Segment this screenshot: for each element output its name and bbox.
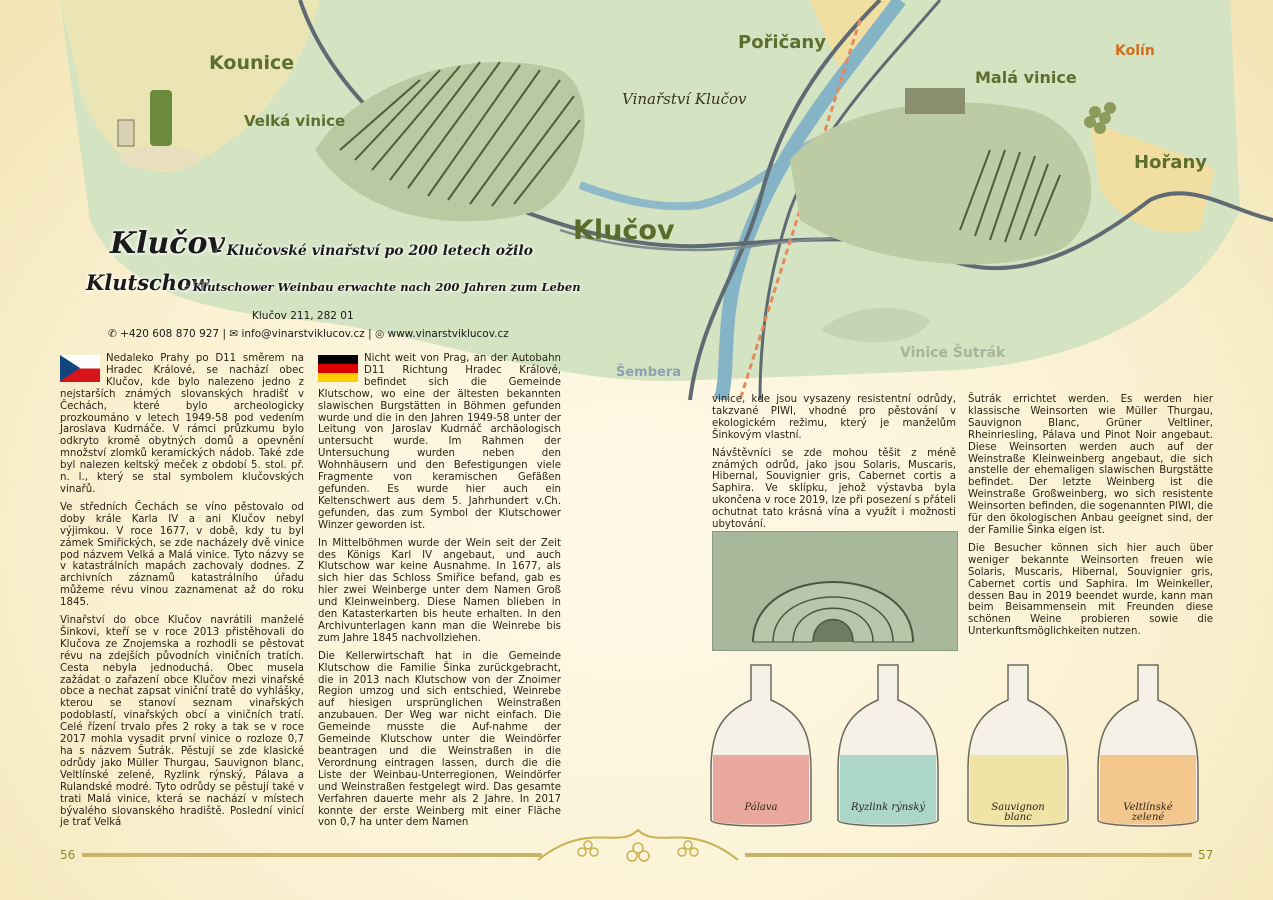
paragraph: Nedaleko Prahy po D11 směrem na Hradec Králové, se nachází obec Klučov, kde bylo nalezeno jedno z nejstarších známých slovanských hradišť v Čechách, které bylo archeologicky prozkoumáno v letech 1949-58 pod vedením Jaroslava Kudrnáče. V rámci průzkumu bylo odkryto kromě obytných domů a opevnění množství zlomků keramických nádob. Také zde byl nalezen keltský meček z období 5. stol. př. n. l., který se stal symbolem klučovských vinařů.: [60, 353, 304, 495]
page-title: Klučov: [110, 226, 225, 261]
map-label-vinice-sutrak: Vinice Šutrák: [900, 345, 1006, 361]
paragraph: Die Kellerwirtschaft hat in die Gemeinde Klutschow die Familie Šinka zurückgebracht, die in 2013 nach Klutschow von der Znoimer Region umzog und sich entschied, Weinrebe auf hiesigen ursprünglichen Weinstraßen anzubauen. Der Weg war nicht einfach. Die Gemeinde musste die Auf-nahme der Gemeinde Klutschow unter die Weindörfer beantragen und die Weinstraßen in die Verordnung eintragen lassen, durch die die Liste der Weinbau-Unterregionen, Weindörfer und Weinstraßen festgelegt wird. Das gesamte Verfahren dauerte mehr als 2 Jahre. In 2017 konnte der erste Weinberg mit einer Fläche von 0,7 ha unter dem Namen: [318, 650, 561, 829]
paragraph: In Mittelböhmen wurde der Wein seit der Zeit des Königs Karl IV angebaut, und auch Klutschow war keine Ausnahme. In 1677, als sich hier das Schloss Smiřice befand, gab es hier zwei Weinberge unter dem Namen Groß und Kleinweinberg. Diese Namen blieben in den Katasterkarten bis heute erhalten. In den Archivunterlagen kann man die Weinrebe bis zum Jahre 1845 nachvollziehen.: [318, 537, 561, 644]
wine-bottles-illustration: [706, 660, 1232, 835]
page-title-de: Klutschow: [86, 270, 210, 295]
bottle-label: Veltlínské: [1123, 802, 1173, 813]
article-column-german-continued: [968, 394, 1213, 644]
paragraph: Vinařství do obce Klučov navrátili manželé Šinkovi, kteří se v roce 2013 přistěhovali do Klučova ze Znojemska a rozhodli se pěstovat révu na zdejších původních viničních tratích. Cesta nebyla jednoduchá. Obec musela zažádat o zařazení obce Klučov mezi vinařské obce a nechat zapsat viniční tratě do vyhlášky, kterou se stanoví seznam vinařských podoblastí, vinařských obcí a viničních tratí. Celé řízení trvalo přes 2 roky a tak se v roce 2017 mohla vysadit první vinice o rozloze 0,7 ha s názvem Šutrák. Pěstují se zde klasické odrůdy jako Müller Thurgau, Sauvignon blanc, Veltlínské zelené, Ryzlink rýnský, Pálava a Rulandské modré. Tyto odrůdy se pěstují také v trati Malá vinice, která se nachází v místech bývalého slovanského hradiště. Poslední vinicí je trať Velká: [60, 615, 304, 829]
bottle-label: Pálava: [744, 802, 778, 813]
article-column-czech-continued: [712, 394, 956, 537]
vineyard-map: [0, 0, 1273, 400]
map-label-kounice: Kounice: [209, 52, 295, 74]
map-label-mala-vinice: Malá vinice: [975, 68, 1077, 87]
map-label-kolin: Kolín: [1115, 43, 1155, 59]
decorative-line: [745, 853, 1192, 857]
decorative-line: [82, 853, 542, 857]
wine-bottle: [1098, 665, 1198, 826]
bottle-sublabel: blanc: [1004, 812, 1032, 823]
bottle-sublabel: zelené: [1131, 812, 1165, 823]
bottle-label: Ryzlink rýnský: [850, 802, 926, 813]
map-label-velka-vinice: Velká vinice: [244, 112, 346, 130]
paragraph: Ve středních Čechách se víno pěstovalo od doby krále Karla IV a ani Klučov nebyl výjimkou. V roce 1677, v době, kdy tu byl zámek Smiřických, se zde nacházely dvě vinice pod názvem Velká a Malá vinice. Tyto názvy se v katastrálních mapách zachovaly dodnes. Z archivních záznamů katastrálního úřadu můžeme révu vinou zaznamenat až do roku 1845.: [60, 501, 304, 609]
grape-ornament-icon: [528, 800, 748, 870]
wine-bottle: [968, 665, 1068, 826]
map-label-klucov: Klučov: [573, 215, 675, 246]
article-column-czech: [60, 353, 304, 835]
page-subtitle-de: - Klutschower Weinbau erwachte nach 200 Jahren zum Leben: [184, 280, 581, 294]
winery-logo: Vinařství Klučov: [622, 90, 747, 108]
wine-cellar-illustration: [712, 531, 958, 651]
contact-line: ✆ +420 608 870 927 | ✉ info@vinarstviklucov.cz | ◎ www.vinarstviklucov.cz: [108, 328, 509, 340]
address: Klučov 211, 282 01: [252, 310, 354, 322]
page-number-left: 56: [60, 848, 76, 862]
paragraph: Šutrák errichtet werden. Es werden hier klassische Weinsorten wie Müller Thurgau, Sauvignon Blanc, Grüner Veltliner, Rheinriesling, Pálava und Pinot Noir angebaut. Diese Weinsorten werden auch auf der Weinstraße Kleinweinberg angebaut, die sich anstelle der ehemaligen slawischen Burgstätte befindet. Der letzte Weinberg ist die Weinstraße Großweinberg, wo sich resistente Weinsorten befinden, die sogenannten PIWI, die für den ökologischen Anbau geeignet sind, der der Familie Šinka eigen ist.: [968, 394, 1213, 536]
paragraph: Návštěvníci se zde mohou těšit z méně známých odrůd, jako jsou Solaris, Muscaris, Hibernal, Souvignier gris, Cabernet cortis a Saphira. Ve sklípku, jehož výstavba byla ukončena v roce 2019, lze při posezení s přáteli ochutnat tato krásná vína a využít i možnosti ubytování.: [712, 447, 956, 531]
paragraph: Nicht weit von Prag, an der Autobahn D11 Richtung Hradec Králové, befindet sich die Gemeinde Klutschow, wo eine der ältesten bekannten slawischen Burgstätten in Böhmen gefunden wurde und die in den Jahren 1949-58 unter der Leitung von Jaroslav Kudrnáč archäologisch untersucht wurde. Im Rahmen der Untersuchung wurden neben den Wohnhäusern und den Befestigungen viele Fragmente von keramischen Gefäßen gefunden. Es wurde hier auch ein Keltenschwert aus dem 5. Jahrhundert v.Ch. gefunden, das zum Symbol der Klutschower Winzer geworden ist.: [318, 353, 561, 531]
wine-bottle: [838, 665, 938, 826]
map-label-horany: Hořany: [1134, 152, 1208, 173]
page-subtitle: - Klučovské vinařství po 200 letech ožilo: [216, 243, 534, 259]
paragraph: vinice, kde jsou vysazeny resistentní odrůdy, takzvané PIWI, vhodné pro pěstování v ekologickém režimu, který je manželům Šinkovým vlastní.: [712, 394, 956, 441]
bottle-label: Sauvignon: [991, 802, 1045, 813]
german-flag-icon: [318, 355, 358, 382]
czech-flag-icon: [60, 355, 100, 382]
paragraph: Die Besucher können sich hier auch über weniger bekannte Weinsorten freuen wie Solaris, Muscaris, Hibernal, Souvignier gris, Cabernet cortis und Saphira. Im Weinkeller, dessen Bau in 2019 beendet wurde, kann man beim Beisammensein mit Freunden diese schönen Weine probieren sowie die Unterkunftsmöglichkeiten nutzen.: [968, 542, 1213, 638]
map-label-sembera: Šembera: [616, 365, 682, 380]
article-column-german: [318, 353, 561, 835]
page-number-right: 57: [1198, 848, 1214, 862]
map-label-poricany: Pořičany: [738, 32, 826, 53]
